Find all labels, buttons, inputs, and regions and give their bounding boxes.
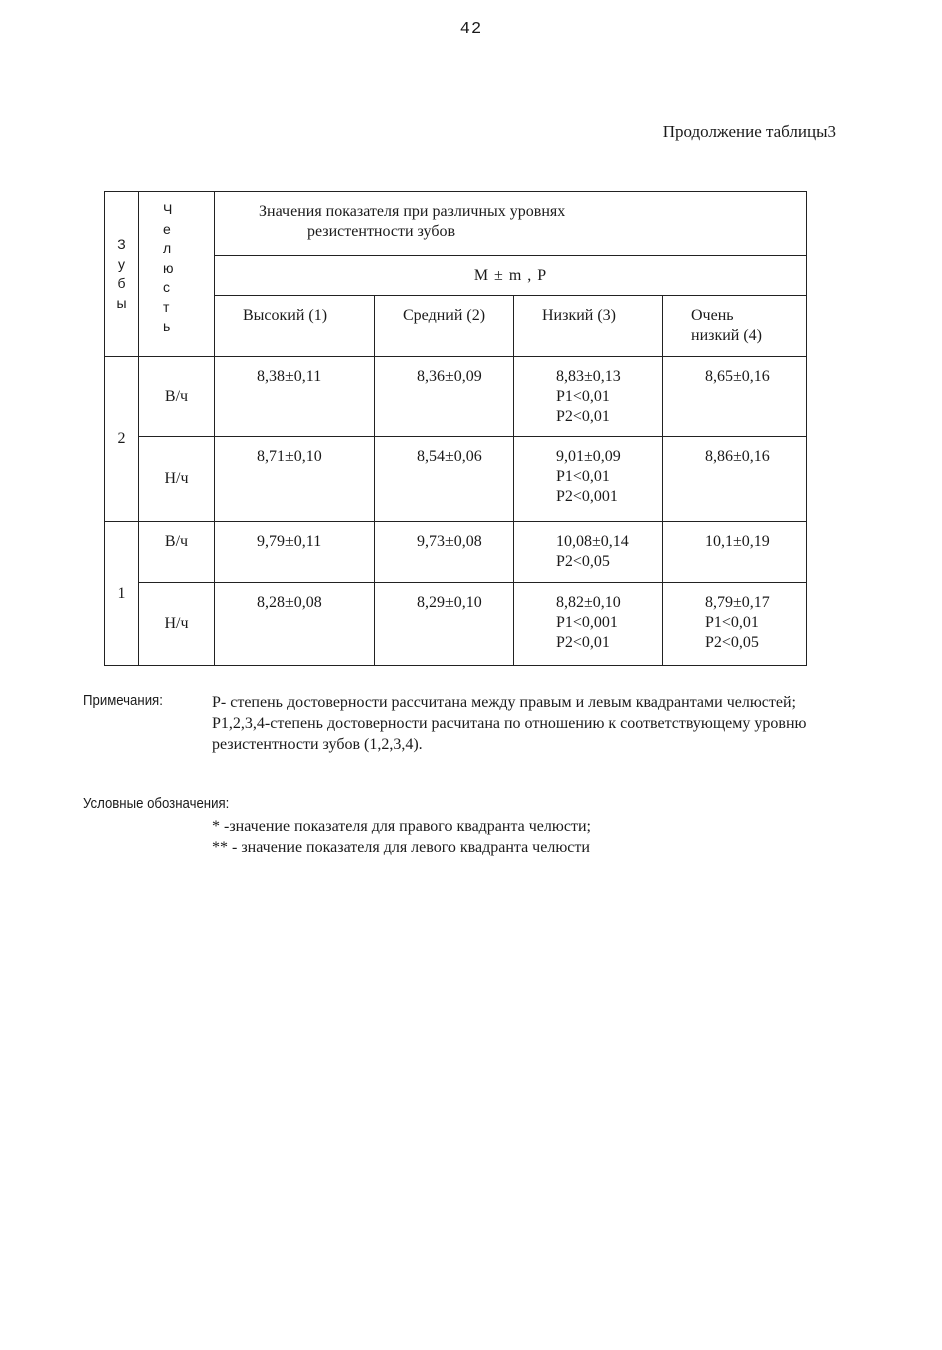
jaw-header-letter: т — [163, 298, 170, 315]
note-line: P1,2,3,4-степень достоверности расчитана по отношению к соответствующему уровню резистентности зубов (1,2,3,4). — [212, 715, 807, 753]
value-line: 8,79±0,17 — [705, 594, 770, 611]
results-table — [104, 191, 807, 666]
value-line: 8,86±0,16 — [705, 448, 770, 465]
value-line: 9,79±0,11 — [257, 533, 322, 550]
value-cell — [514, 357, 663, 437]
level-header-very-low — [663, 296, 807, 357]
value-line: P2<0,01 — [556, 634, 610, 651]
table-title-line1: Значения показателя при различных уровнях — [259, 203, 566, 220]
note-line: P- степень достоверности рассчитана между правым и левым квадрантами челюстей; — [212, 694, 796, 711]
page-number: 42 — [459, 20, 483, 39]
level-header-very-low-line2: низкий (4) — [691, 327, 762, 344]
jaw-header-letter: е — [163, 220, 171, 237]
table-title-line2: резистентности зубов — [307, 223, 456, 240]
value-cell — [663, 357, 807, 437]
value-cell — [514, 522, 663, 583]
notes-body — [212, 692, 872, 755]
value-line: 10,1±0,19 — [705, 533, 770, 550]
value-cell — [514, 437, 663, 522]
value-line: 8,38±0,11 — [257, 368, 322, 385]
jaw-header — [139, 192, 215, 357]
teeth-header-letter: б — [117, 275, 126, 291]
jaw-header-letter: с — [163, 279, 170, 295]
jaw-label: В/ч — [139, 522, 215, 583]
value-cell — [215, 437, 375, 522]
teeth-header-letter: ы — [116, 294, 127, 311]
mean-header: M ± m , P — [215, 256, 807, 296]
teeth-header-letter: у — [118, 255, 125, 272]
level-header-medium: Средний (2) — [375, 296, 514, 357]
value-line: 8,71±0,10 — [257, 448, 322, 465]
legend-item: ** - значение показателя для левого квадранта челюсти — [212, 839, 590, 856]
teeth-header — [105, 192, 139, 357]
value-cell — [663, 437, 807, 522]
jaw-label: В/ч — [139, 357, 215, 437]
value-line: 8,82±0,10 — [556, 594, 621, 611]
value-line: 10,08±0,14 — [556, 533, 629, 550]
value-line: P2<0,05 — [705, 634, 759, 651]
jaw-header-letter: л — [163, 240, 172, 256]
value-cell — [215, 522, 375, 583]
value-line: P1<0,01 — [705, 614, 759, 631]
value-cell — [514, 583, 663, 666]
value-line: P1<0,001 — [556, 614, 618, 631]
jaw-label: Н/ч — [139, 437, 215, 522]
value-cell — [215, 583, 375, 666]
value-line: 8,65±0,16 — [705, 368, 770, 385]
value-line: P2<0,01 — [556, 408, 610, 425]
level-header-very-low-line1: Очень — [691, 307, 734, 324]
value-cell — [375, 357, 514, 437]
table-continuation-caption: Продолжение таблицы3 — [662, 122, 836, 141]
value-line: 8,36±0,09 — [417, 368, 482, 385]
value-cell — [375, 522, 514, 583]
value-line: 9,01±0,09 — [556, 448, 621, 465]
legend-label: Условные обозначения: — [83, 795, 230, 812]
value-line: 8,29±0,10 — [417, 594, 482, 611]
legend-body — [212, 816, 591, 858]
teeth-header-letter: З — [117, 236, 126, 252]
level-header-low: Низкий (3) — [514, 296, 663, 357]
value-line: P2<0,05 — [556, 553, 610, 570]
value-cell — [663, 583, 807, 666]
value-line: 9,73±0,08 — [417, 533, 482, 550]
jaw-header-letter: Ч — [163, 201, 173, 217]
jaw-header-letter: ю — [163, 259, 174, 276]
value-line: P2<0,001 — [556, 488, 618, 505]
jaw-header-letter: ь — [163, 318, 171, 334]
value-cell — [375, 437, 514, 522]
value-line: 8,28±0,08 — [257, 594, 322, 611]
teeth-group-label: 1 — [105, 522, 139, 666]
value-line: P1<0,01 — [556, 388, 610, 405]
table-title-header — [215, 192, 807, 256]
value-line: 8,54±0,06 — [417, 448, 482, 465]
jaw-label: Н/ч — [139, 583, 215, 666]
legend-item: * -значение показателя для правого квадранта челюсти; — [212, 818, 591, 835]
value-line: 8,83±0,13 — [556, 368, 621, 385]
value-line: P1<0,01 — [556, 468, 610, 485]
value-cell — [663, 522, 807, 583]
value-cell — [375, 583, 514, 666]
value-cell — [215, 357, 375, 437]
teeth-group-label: 2 — [105, 357, 139, 522]
level-header-high: Высокий (1) — [215, 296, 375, 357]
notes-label: Примечания: — [83, 692, 163, 709]
